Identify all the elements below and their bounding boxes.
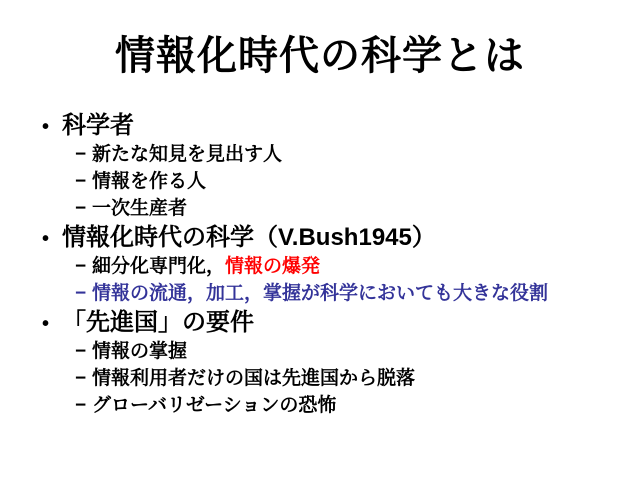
bullet-level2 bbox=[0, 168, 640, 195]
bullet-level1-science-info-age bbox=[0, 222, 640, 253]
dash-icon: − bbox=[75, 256, 87, 277]
bullet-level2-label: グローバリゼーションの恐怖 bbox=[92, 395, 337, 416]
bullet-level2-label: 情報の掌握 bbox=[92, 341, 188, 362]
bullet-level2-label: 情報の流通，加工，掌握が科学においても大きな役割 bbox=[92, 283, 549, 304]
bullet-level2-label: 情報を作る人 bbox=[92, 171, 207, 192]
text-segment-black: 細分化専門化， bbox=[92, 256, 226, 277]
bullet-level1-label: 科学者 bbox=[62, 112, 134, 139]
dash-icon: − bbox=[75, 144, 87, 165]
bullet-level2 bbox=[0, 141, 640, 168]
bullet-icon: • bbox=[42, 228, 50, 250]
bullet-icon: • bbox=[42, 116, 50, 138]
dash-icon: − bbox=[75, 368, 87, 389]
bullet-level2-label: 情報利用者だけの国は先進国から脱落 bbox=[92, 368, 416, 389]
bullet-level1-scientist bbox=[0, 110, 640, 141]
bullet-level2 bbox=[0, 338, 640, 365]
bullet-level1-label: 情報化時代の科学（V.Bush1945） bbox=[62, 224, 436, 251]
dash-icon: − bbox=[75, 395, 87, 416]
bullet-level2 bbox=[0, 392, 640, 419]
bullet-level2 bbox=[0, 195, 640, 222]
slide-title: 情報化時代の科学とは bbox=[115, 34, 525, 78]
bullet-level2-blue bbox=[0, 280, 640, 307]
text-segment-red: 情報の爆発 bbox=[225, 256, 321, 277]
dash-icon: − bbox=[75, 171, 87, 192]
slide-body bbox=[0, 110, 640, 419]
dash-icon: − bbox=[75, 198, 87, 219]
bullet-level1-advanced-nation bbox=[0, 307, 640, 338]
dash-icon: − bbox=[75, 341, 87, 362]
dash-icon: − bbox=[75, 283, 87, 304]
bullet-level2-mixed-color bbox=[0, 253, 640, 280]
bullet-level2 bbox=[0, 365, 640, 392]
bullet-icon: • bbox=[42, 313, 50, 335]
bullet-level2-label bbox=[92, 253, 320, 280]
bullet-level1-label: 「先進国」の要件 bbox=[62, 309, 254, 336]
bullet-level2-label: 新たな知見を見出す人 bbox=[92, 144, 283, 165]
bullet-level2-label: 一次生産者 bbox=[92, 198, 188, 219]
